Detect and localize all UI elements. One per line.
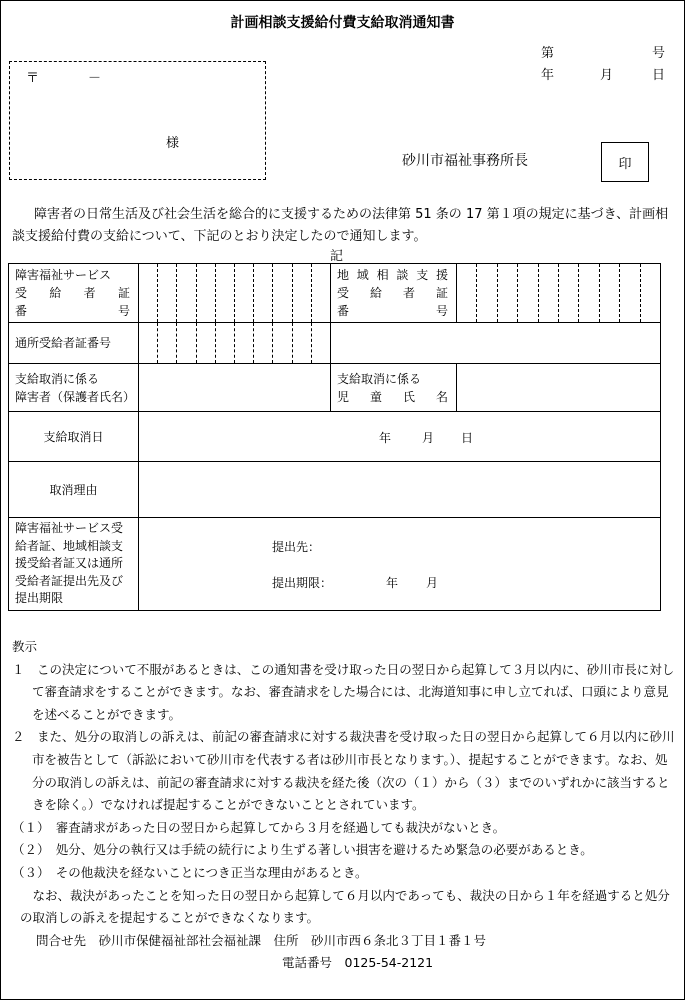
daycare-cert-label: 通所受給者証番号: [9, 323, 139, 364]
postal-mark: 〒: [26, 71, 40, 86]
submit-deadline-label: 提出期限：: [272, 576, 333, 590]
notes-section: [12, 636, 677, 975]
submit-label: 障害福祉サービス受 給者証、地域相談支 援受給者証又は通所 受給者証提出先及び 提出期限: [9, 518, 139, 611]
contact-info: 問合せ先 砂川市保健福祉部社会福祉課 住所 砂川市西６条北３丁目１番１号: [36, 932, 487, 948]
cancel-child-value[interactable]: [457, 364, 661, 412]
daycare-cert-digits[interactable]: [139, 323, 331, 364]
number-go: 号: [652, 46, 666, 61]
cancel-person-label: 支給取消に係る 障害者（保護者氏名）: [9, 364, 139, 412]
submit-month-label: 月: [426, 576, 439, 590]
notes-heading: 教示: [12, 639, 38, 654]
date-month-label: 月: [600, 68, 614, 83]
date-year-label: 年: [541, 68, 555, 83]
seal-box: [601, 142, 649, 182]
notes-item-2: ２ また、処分の取消しの訴えは、前記の審査請求に対する裁決書を受け取った日の翌日から起算して６月以内に砂川市を被告として（訴訟において砂川市を代表する者は砂川市長となります。）、提起することができます。なお、処分の取消しの訴えは、前記の審査請求に対する裁決を経た後（次の（１）から（３）までのいずれかに該当するときを除く。）でなければ提起することができないこととされています。: [12, 729, 675, 813]
submit-to-label: 提出先：: [272, 540, 321, 554]
intro-paragraph: [12, 204, 672, 248]
cancel-date-label: 支給取消日: [9, 412, 139, 462]
date-day-label: 日: [652, 68, 666, 83]
welfare-cert-digits[interactable]: [139, 264, 331, 323]
notes-final: なお、裁決があったことを知った日の翌日から起算して６月以内であっても、裁決の日から１年を経過すると処分の取消しの訴えを提起することができなくなります。: [20, 887, 670, 926]
cancel-child-label: 支給取消に係る 児 童 氏 名: [331, 364, 457, 412]
notice-table: [8, 263, 661, 611]
honorific-sama: 様: [166, 136, 180, 151]
notes-sub-2: （２） 処分、処分の執行又は手続の続行により生ずる著しい損害を避けるため緊急の必要があるとき。: [12, 842, 593, 858]
notes-sub-1: （１） 審査請求があった日の翌日から起算してから３月を経過しても裁決がないとき。: [12, 819, 506, 835]
seal-text: 印: [618, 156, 632, 172]
notes-sub-3: （３） その他裁決を経ないことにつき正当な理由があるとき。: [12, 864, 368, 880]
cancel-person-value[interactable]: [139, 364, 331, 412]
ki-heading: 記: [330, 249, 344, 264]
notes-item-1: １ この決定について不服があるときは、この通知書を受け取った日の翌日から起算して３月以内に、砂川市長に対して審査請求をすることができます。なお、審査請求をした場合には、北海道知事に申し立てれば、口頭により意見を述べることができます。: [12, 661, 675, 722]
number-dai: 第: [541, 46, 555, 61]
reason-value[interactable]: [139, 462, 661, 518]
regional-cert-label: 地 域 相 談 支 援 受 給 者 証 番 号: [331, 264, 457, 323]
document-title: 計画相談支援給付費支給取消通知書: [230, 15, 455, 31]
submit-value[interactable]: [139, 518, 661, 611]
intro-text: 障害者の日常生活及び社会生活を総合的に支援するための法律第 51 条の 17 第１項の規定に基づき、計画相談支援給付費の支給について、下記のとおり決定したので通知します。: [12, 207, 669, 244]
sender-name: 砂川市福祉事務所長: [402, 153, 528, 169]
regional-cert-digits[interactable]: [457, 264, 661, 323]
contact-phone: 電話番号 0125-54-2121: [282, 955, 434, 971]
reason-label: 取消理由: [9, 462, 139, 518]
cancel-date-value[interactable]: 年 月 日: [139, 412, 661, 462]
welfare-cert-label: 障害福祉サービス 受 給 者 証 番 号: [9, 264, 139, 323]
daycare-cert-blank: [331, 323, 661, 364]
submit-year-label: 年: [386, 576, 399, 590]
address-box: [9, 61, 266, 180]
postal-dash: －: [88, 71, 102, 86]
